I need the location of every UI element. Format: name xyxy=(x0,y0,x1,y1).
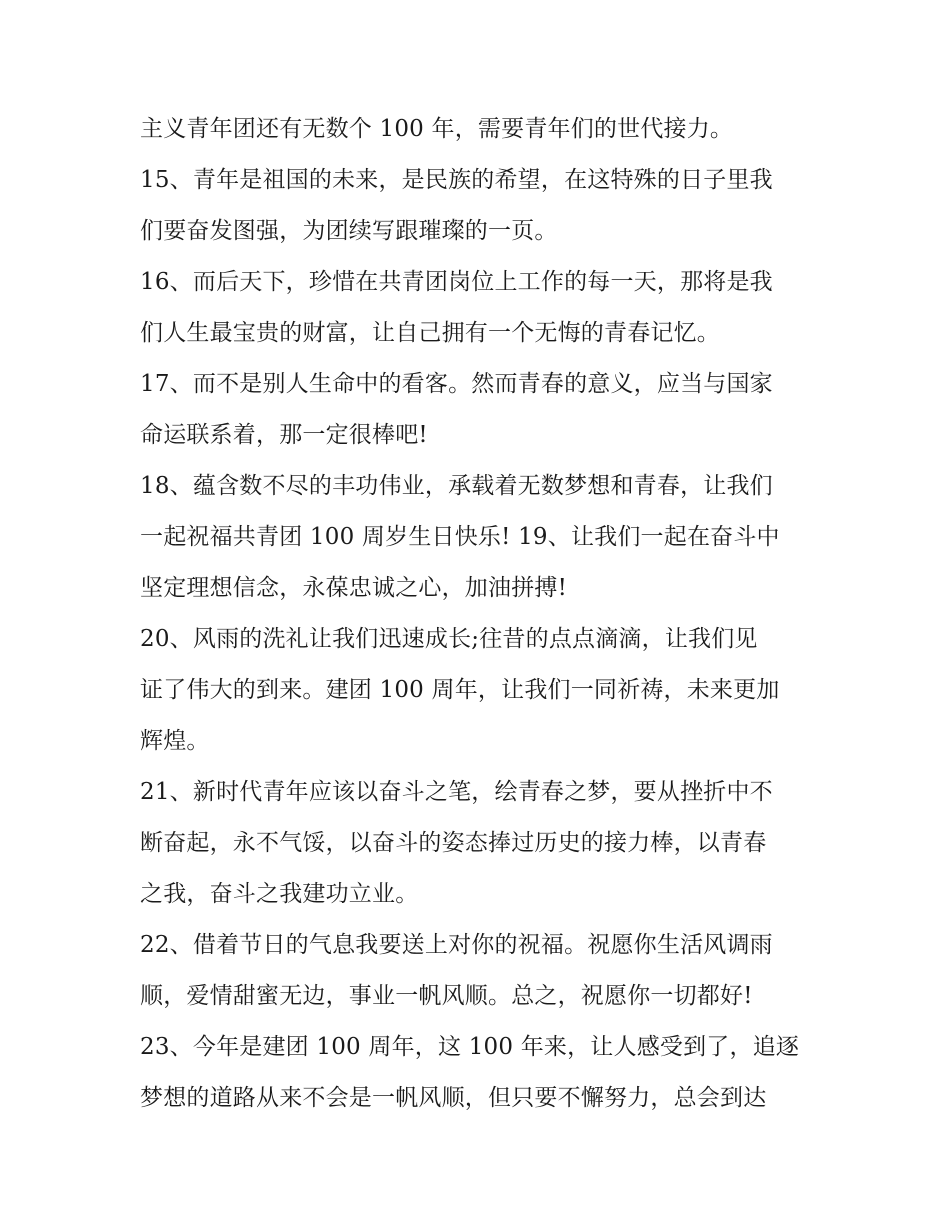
text-line: 21、新时代青年应该以奋斗之笔，绘青春之梦，要从挫折中不 xyxy=(140,779,773,805)
text-line: 23、今年是建团 100 周年，这 100 年来，让人感受到了，追逐 xyxy=(140,1034,800,1060)
text-line: 17、而不是别人生命中的看客。然而青春的意义，应当与国家 xyxy=(140,371,773,397)
text-line: 16、而后天下，珍惜在共青团岗位上工作的每一天，那将是我 xyxy=(140,269,773,295)
text-line: 命运联系着，那一定很棒吧! xyxy=(140,422,428,448)
text-line: 之我，奋斗之我建功立业。 xyxy=(140,881,419,907)
text-line: 18、蕴含数不尽的丰功伟业，承载着无数梦想和青春，让我们 xyxy=(140,473,773,499)
text-line: 证了伟大的到来。建团 100 周年，让我们一同祈祷，未来更加 xyxy=(140,677,780,703)
body-text xyxy=(140,104,820,1124)
text-line: 坚定理想信念，永葆忠诚之心，加油拼搏! xyxy=(140,575,568,601)
text-line: 梦想的道路从来不会是一帆风顺，但只要不懈努力，总会到达 xyxy=(140,1085,767,1111)
text-line: 22、借着节日的气息我要送上对你的祝福。祝愿你生活风调雨 xyxy=(140,932,773,958)
text-line: 们人生最宝贵的财富，让自己拥有一个无悔的青春记忆。 xyxy=(140,320,720,346)
text-line: 主义青年团还有无数个 100 年，需要青年们的世代接力。 xyxy=(140,116,734,142)
text-line: 辉煌。 xyxy=(140,728,210,754)
text-line: 15、青年是祖国的未来，是民族的希望，在这特殊的日子里我 xyxy=(140,167,773,193)
text-line: 一起祝福共青团 100 周岁生日快乐! 19、让我们一起在奋斗中 xyxy=(140,524,780,550)
text-line: 断奋起，永不气馁，以奋斗的姿态捧过历史的接力棒，以青春 xyxy=(140,830,767,856)
text-line: 们要奋发图强，为团续写跟璀璨的一页。 xyxy=(140,218,558,244)
text-line: 顺，爱情甜蜜无边，事业一帆风顺。总之，祝愿你一切都好! xyxy=(140,983,753,1009)
text-line: 20、风雨的洗礼让我们迅速成长;往昔的点点滴滴，让我们见 xyxy=(140,626,758,652)
